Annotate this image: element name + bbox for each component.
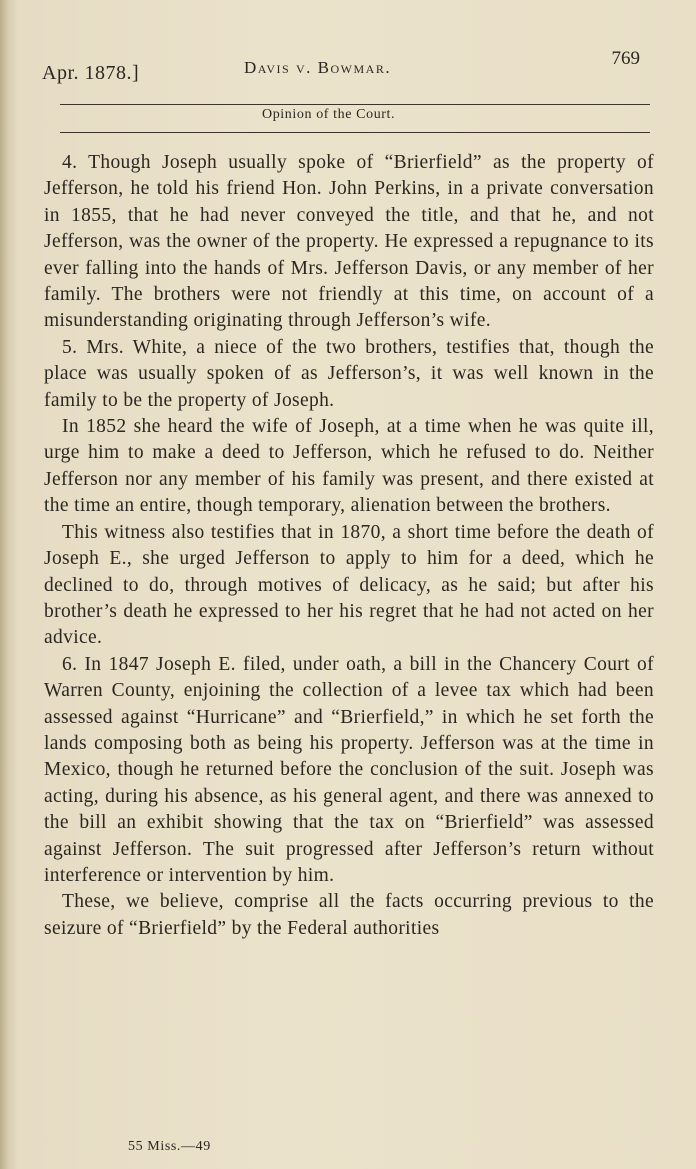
header-rule-bottom	[60, 132, 650, 133]
paragraph-6: 6. In 1847 Joseph E. filed, under oath, a bill in the Chancery Court of Warren County, enjoining the collection of a levee tax which had been assessed against “Hurricane” and “Brierfield,” in which he set forth the lands composing both as being his property. Jefferson was at the time in Mexico, though he returned before the conclusion of the suit. Joseph was acting, during his absence, as his general agent, and there was annexed to the bill an exhibit showing that the tax on “Brierfield” was assessed against Jefferson. The suit progressed after Jefferson’s return without interference or intervention by him.	[44, 653, 654, 886]
paragraph-1852: In 1852 she heard the wife of Joseph, at a time when he was quite ill, urge him to make a deed to Jefferson, which he refused to do. Neither Jefferson nor any member of his family was present, and there existed at the time an entire, though temporary, alienation between the brothers.	[44, 416, 654, 517]
running-head	[42, 48, 654, 86]
case-title: Davis v. Bowmar.	[244, 58, 392, 77]
term-date: Apr. 1878.]	[42, 62, 140, 84]
paragraph-4: 4. Though Joseph usually spoke of “Brierfield” as the property of Jefferson, he told his friend Hon. John Perkins, in a private conversation in 1855, that he had never conveyed the title, and that he, and not Jefferson, was the owner of the property. He expressed a repugnance to its ever falling into the hands of Mrs. Jefferson Davis, or any member of her family. The brothers were not friendly at this time, on account of a misunderstanding originating through Jefferson’s wife.	[44, 152, 654, 332]
page-number: 769	[611, 48, 640, 69]
paragraph-witness: This witness also testifies that in 1870, a short time before the death of Joseph E., she urged Jefferson to apply to him for a deed, which he declined to do, through motives of delicacy, as he said; but after his brother’s death he expressed to her his regret that he had not acted on her advice.	[44, 521, 654, 649]
section-subheading: Opinion of the Court.	[262, 107, 396, 122]
paragraph-summary: These, we believe, comprise all the facts occurring previous to the seizure of “Brierfield” by the Federal authorities	[44, 891, 654, 939]
opinion-text	[44, 150, 654, 942]
paragraph-5: 5. Mrs. White, a niece of the two brothers, testifies that, though the place was usually spoken of as Jefferson’s, it was well known in the family to be the property of Joseph.	[44, 336, 654, 411]
header-rule-top	[60, 104, 650, 105]
signature-mark: 55 Miss.—49	[128, 1139, 211, 1154]
